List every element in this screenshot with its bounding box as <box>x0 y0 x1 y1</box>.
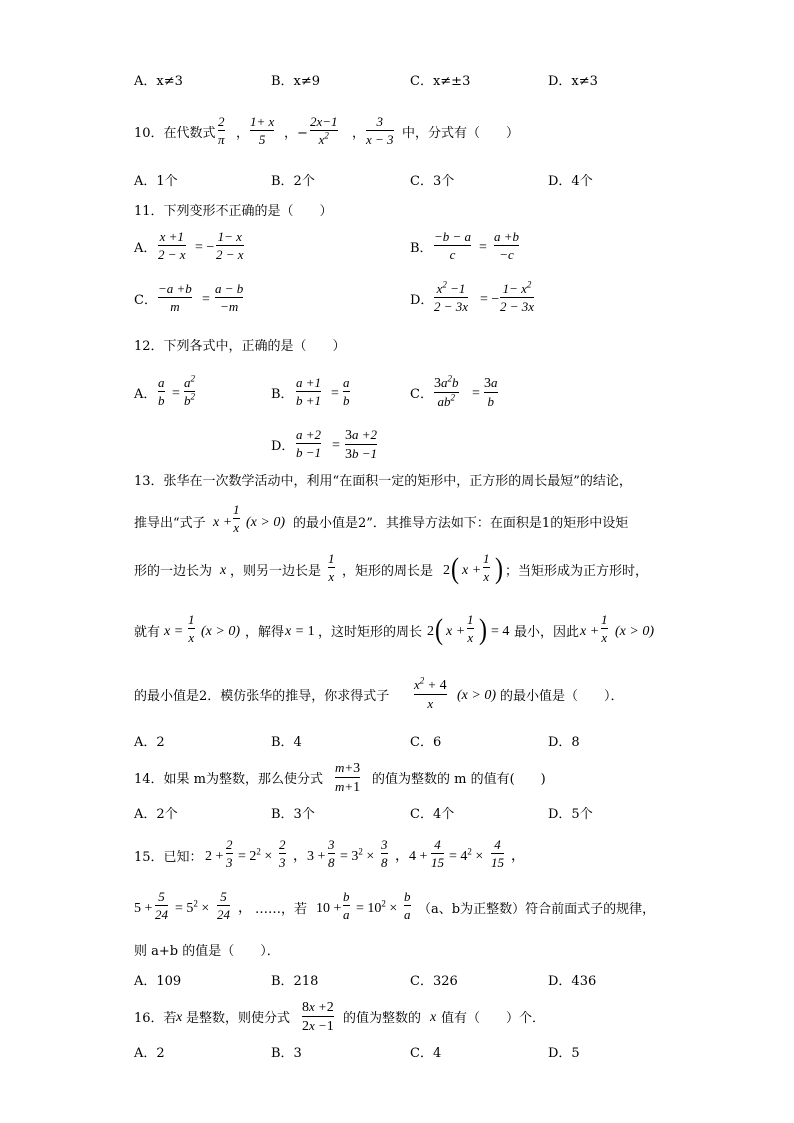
q13-line-4a: 就有 <box>134 625 161 640</box>
q10-option-d[interactable]: D．4个 <box>548 174 593 189</box>
q15-option-b[interactable]: B．218 <box>271 974 319 989</box>
q12-option-c-label[interactable]: C． <box>410 387 433 402</box>
q16-option-b[interactable]: B．3 <box>271 1046 302 1061</box>
q12-option-d-label[interactable]: D． <box>271 439 295 454</box>
q13-option-d[interactable]: D．8 <box>548 735 580 750</box>
q16-option-c[interactable]: C．4 <box>410 1046 442 1061</box>
q13-line-3b: ，则另一边长是 <box>230 564 322 579</box>
q11-option-a-label[interactable]: A． <box>134 241 157 256</box>
q13-option-c[interactable]: C．6 <box>410 735 442 750</box>
q14-option-d[interactable]: D．5个 <box>548 807 593 822</box>
q16-option-d[interactable]: D．5 <box>548 1046 580 1061</box>
q15-stem-c: （a、b为正整数）符合前面式子的规律， <box>418 902 656 917</box>
q16-option-a[interactable]: A．2 <box>134 1046 165 1061</box>
q13-option-a[interactable]: A．2 <box>134 735 165 750</box>
q15-option-a[interactable]: A．109 <box>134 974 182 989</box>
q10-stem-suffix: 中，分式有（ ） <box>402 126 520 141</box>
q14-option-b[interactable]: B．3个 <box>271 807 315 822</box>
q9-option-d[interactable]: D．x≠3 <box>548 74 598 89</box>
q16-stem-c: 的值为整数的 <box>343 1011 422 1026</box>
q15-stem-d: 则 a+b 的值是（ ）． <box>134 944 280 959</box>
q13-line-4d: 最小，因此 <box>514 625 580 640</box>
q14-stem-a: 14．如果 m为整数，那么使分式 <box>134 772 324 787</box>
q10-fraction-1: 2 π <box>218 114 225 147</box>
q13-line-3a: 形的一边长为 <box>134 564 213 579</box>
q15-stem-a: 15．已知： <box>134 850 203 865</box>
q16-stem-a: 16．若 <box>134 1011 177 1026</box>
q10-option-a[interactable]: A．1个 <box>134 174 178 189</box>
q13-option-b[interactable]: B．4 <box>271 735 302 750</box>
q10-fraction-4: 3 x − 3 <box>366 114 394 147</box>
q13-line-2a: 推导出“式子 <box>134 516 206 531</box>
q10-fraction-2: 1+ x 5 <box>250 114 275 147</box>
q12-option-a-label[interactable]: A． <box>134 387 157 402</box>
q13-line-4c: ，这时矩形的周长 <box>318 625 423 640</box>
q12-option-b-label[interactable]: B． <box>271 387 294 402</box>
q13-line-4b: ，解得 <box>245 625 285 640</box>
q13-line-3d: ；当矩形成为正方形时， <box>505 564 649 579</box>
q10-option-b[interactable]: B．2个 <box>271 174 315 189</box>
q10-stem-prefix: 10．在代数式 <box>134 126 216 141</box>
q13-line-3c: ，矩形的周长是 <box>342 564 434 579</box>
q15-option-d[interactable]: D．436 <box>548 974 597 989</box>
q9-option-c[interactable]: C．x≠±3 <box>410 74 471 89</box>
q10-fraction-3: 2x−1 $x^2$ <box>310 114 338 147</box>
q15-option-c[interactable]: C．326 <box>410 974 458 989</box>
q13-line-1: 13．张华在一次数学活动中，利用“在面积一定的矩形中，正方形的周长最短”的结论， <box>134 474 632 489</box>
q13-line-5b: 的最小值是（ ）． <box>500 689 624 704</box>
q16-stem-d: 值有（ ）个． <box>441 1011 546 1026</box>
q9-option-b[interactable]: B．x≠9 <box>271 74 321 89</box>
q14-option-c[interactable]: C．4个 <box>410 807 455 822</box>
q12-stem: 12．下列各式中，正确的是（ ） <box>134 339 346 354</box>
q11-stem: 11．下列变形不正确的是（ ） <box>134 204 333 219</box>
q11-option-d-label[interactable]: D． <box>410 293 434 308</box>
q16-stem-b: 是整数，则使分式 <box>186 1011 291 1026</box>
q14-option-a[interactable]: A．2个 <box>134 807 178 822</box>
q13-line-5a: 的最小值是2．模仿张华的推导，你求得式子 <box>134 689 390 704</box>
q15-stem-b: ……，若 <box>255 902 308 917</box>
q14-stem-b: 的值为整数的 m 的值有( ) <box>372 772 546 787</box>
q11-option-b-label[interactable]: B． <box>410 241 433 256</box>
q9-option-a[interactable]: A．x≠3 <box>134 74 183 89</box>
q13-line-2b: 的最小值是2”．其推导方法如下：在面积是1的矩形中设矩 <box>293 516 629 531</box>
q11-option-c-label[interactable]: C． <box>134 293 157 308</box>
q10-option-c[interactable]: C．3个 <box>410 174 455 189</box>
